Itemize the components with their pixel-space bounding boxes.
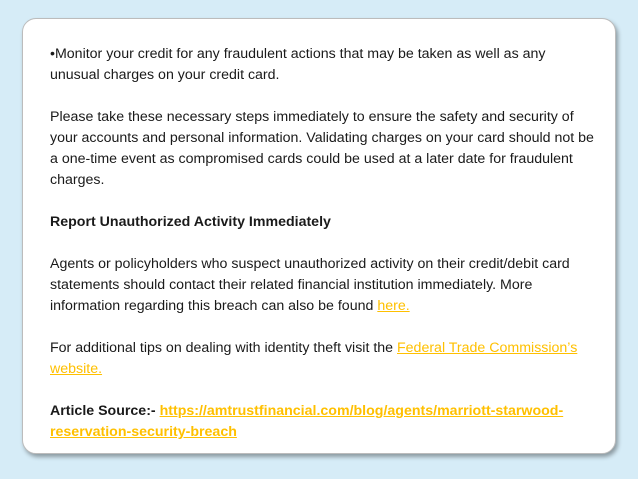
article-source bbox=[50, 401, 596, 443]
paragraph-necessary-steps: Please take these necessary steps immediately to ensure the safety and security of your accounts and personal information. Validating charges on your card should not be a one-time event as compromised cards could be used at a later date for fraudulent charges. bbox=[50, 109, 594, 188]
article-source-link[interactable]: https://amtrustfinancial.com/blog/agents/marriott-starwood-reservation-security-breach bbox=[50, 403, 564, 440]
ftc-website-link[interactable]: Federal Trade Commission’s website. bbox=[50, 340, 578, 377]
report-activity-text: Agents or policyholders who suspect unauthorized activity on their credit/debit card statements should contact their related financial institution immediately. More information regarding this breach can also be found bbox=[50, 256, 570, 314]
document-body bbox=[50, 44, 596, 464]
section-heading: Report Unauthorized Activity Immediately bbox=[50, 214, 331, 230]
paragraph-identity-theft bbox=[50, 338, 596, 380]
article-source-label: Article Source:- bbox=[50, 403, 160, 419]
here-link[interactable]: here. bbox=[377, 298, 410, 314]
paragraph-monitor-credit: •Monitor your credit for any fraudulent actions that may be taken as well as any unusual charges on your credit card. bbox=[50, 46, 546, 83]
identity-theft-text: For additional tips on dealing with identity theft visit the bbox=[50, 340, 397, 356]
paragraph-report-activity bbox=[50, 254, 596, 317]
